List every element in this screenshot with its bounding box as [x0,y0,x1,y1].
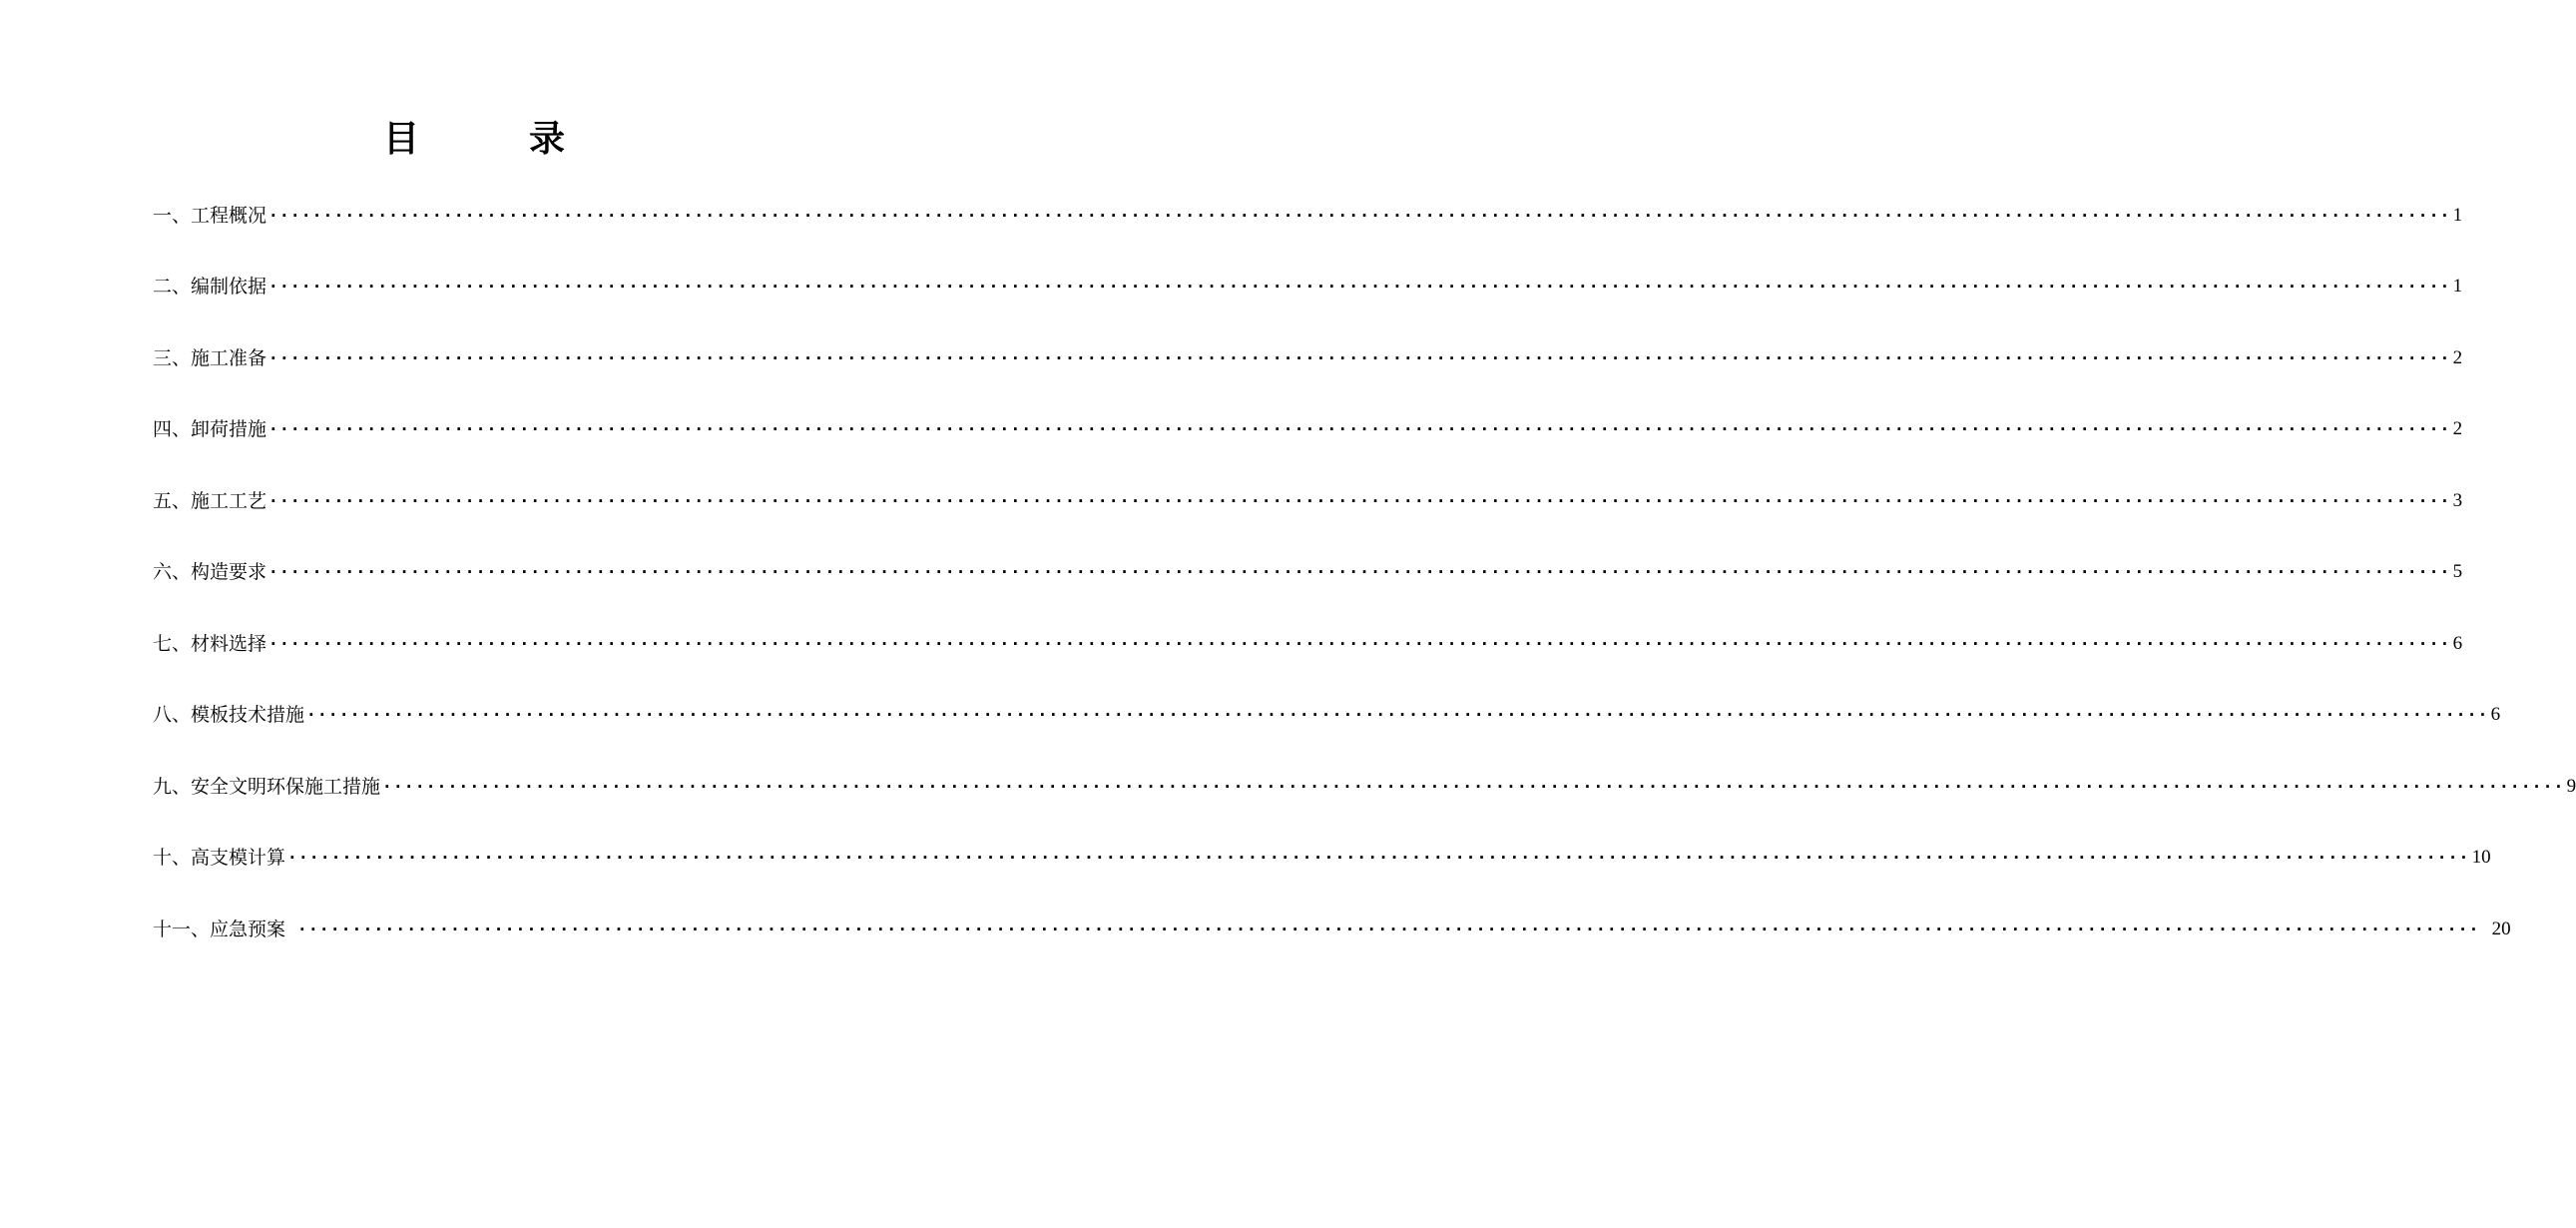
title-char-2: 录 [529,119,566,160]
toc-entry-label: 三、施工准备 [153,346,267,369]
toc-entry-page: 3 [2452,489,2463,511]
toc-entry[interactable] [153,696,2501,768]
table-of-contents [153,196,2576,981]
toc-entry-label: 七、材料选择 [153,632,267,655]
toc-entry-page: 9 [2566,775,2576,797]
title-char-1: 目 [382,119,419,160]
toc-leader-dots: ········································································································································································································ [382,776,2565,796]
toc-entry[interactable] [153,268,2463,339]
toc-entry-page: 5 [2452,561,2463,582]
toc-entry-label: 六、构造要求 [153,561,267,583]
toc-entry-page: 1 [2452,204,2463,226]
toc-leader-dots: ········································································································································································································ [268,562,2451,581]
toc-leader-dots: ········································································································································································································ [306,705,2489,724]
toc-entry[interactable] [153,910,2511,981]
toc-leader-dots: ········································································································································································································ [268,419,2451,438]
toc-entry-page: 6 [2490,704,2501,725]
toc-entry-label: 一、工程概况 [153,204,267,227]
toc-entry-page: 1 [2452,276,2463,297]
toc-entry[interactable] [153,410,2463,482]
toc-leader-dots: ········································································································································································································ [268,633,2451,653]
toc-entry[interactable] [153,624,2463,696]
toc-entry-page: 10 [2471,847,2491,868]
toc-entry[interactable] [153,767,2576,839]
toc-leader-dots: ········································································································································································································ [268,490,2451,510]
toc-entry-label: 四、卸荷措施 [153,418,267,440]
toc-entry-label: 八、模板技术措施 [153,704,305,726]
toc-entry-label: 五、施工工艺 [153,489,267,512]
page-title [0,112,948,168]
toc-entry-page: 20 [2491,918,2511,939]
toc-leader-dots: ········································································································································································································ [297,919,2480,938]
toc-entry-label: 十一、应急预案 [153,918,286,940]
toc-leader-dots: ········································································································································································································ [268,347,2451,367]
toc-leader-dots: ········································································································································································································ [268,205,2451,225]
toc-entry[interactable] [153,338,2463,410]
toc-entry[interactable] [153,196,2463,268]
toc-entry[interactable] [153,839,2491,911]
toc-entry-label: 二、编制依据 [153,276,267,298]
toc-entry-page: 2 [2452,346,2463,368]
toc-leader-dots: ········································································································································································································ [268,277,2451,296]
toc-entry-label: 十、高支模计算 [153,847,286,869]
toc-leader-dots: ········································································································································································································ [287,848,2470,867]
toc-entry[interactable] [153,553,2463,625]
toc-entry-page: 6 [2452,632,2463,654]
toc-entry-page: 2 [2452,418,2463,439]
toc-entry-label: 九、安全文明环保施工措施 [153,775,381,798]
toc-entry[interactable] [153,481,2463,553]
